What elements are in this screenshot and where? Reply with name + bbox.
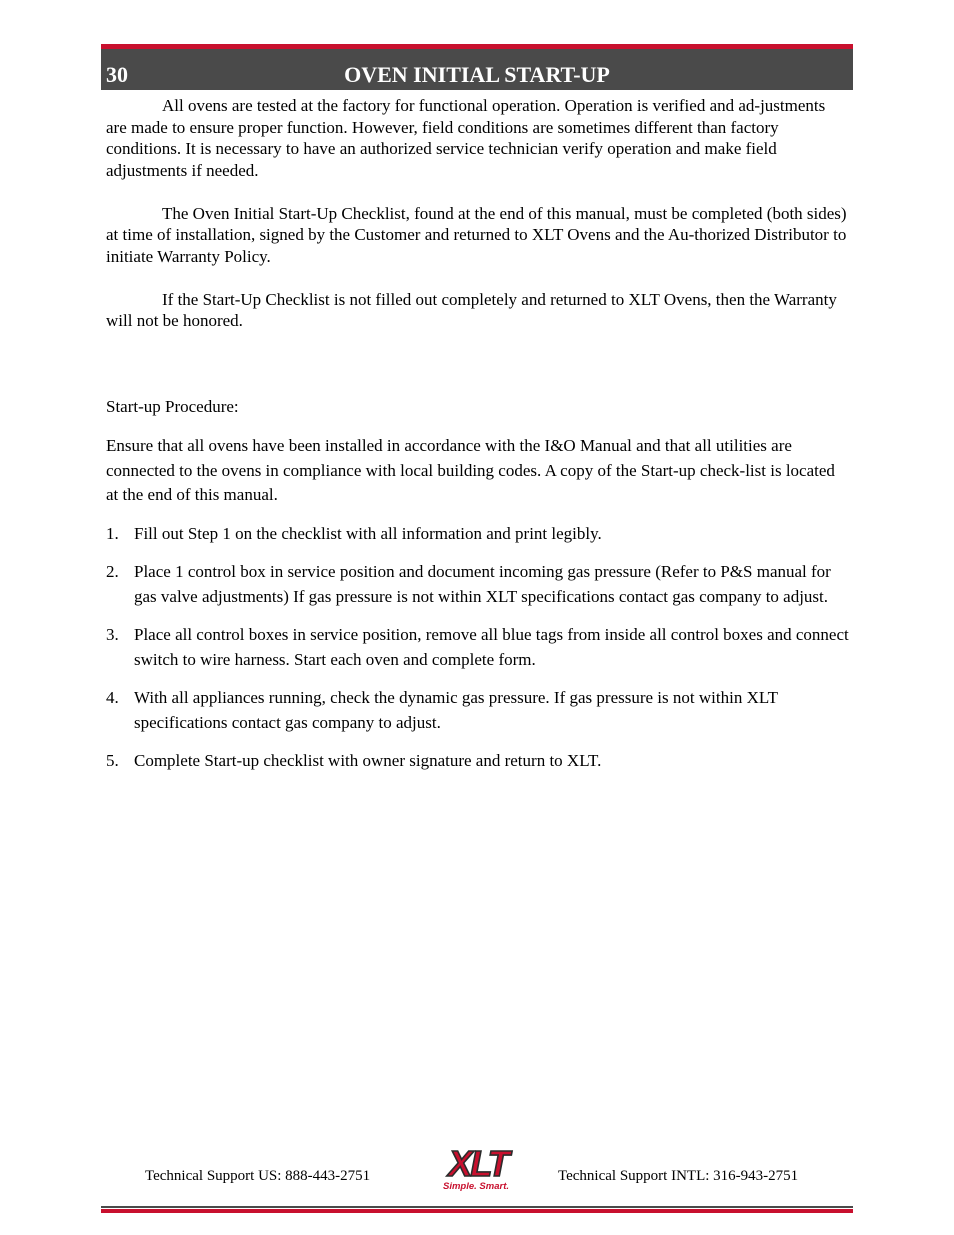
procedure-heading: Start-up Procedure:: [106, 396, 239, 416]
procedure-step: [106, 686, 850, 735]
procedure-step: [106, 749, 850, 774]
step-text: Place 1 control box in service position and document incoming gas pressure (Refer to P&S manual for gas valve adjustments) If gas pressure is not within XLT specifications contact gas company to adjust.: [134, 562, 831, 606]
logo-tagline: Simple. Smart.: [443, 1181, 509, 1192]
procedure-steps: [106, 522, 850, 774]
intro-paragraph-1: All ovens are tested at the factory for functional operation. Operation is verified and ad-justments are made to ensure proper function. However, field conditions are sometimes different than factory conditions. It is necessary to have an authorized service technician verify operation and make field adjustments if needed.: [106, 96, 826, 180]
page-number: 30: [106, 62, 128, 87]
intro-paragraph-2: The Oven Initial Start-Up Checklist, found at the end of this manual, must be completed (both sides) at time of installation, signed by the Customer and returned to XLT Ovens and the Au-thorized Distributor to initiate Warranty Policy.: [106, 203, 847, 266]
xlt-logo: [426, 1141, 530, 1193]
intro-paragraph-3: If the Start-Up Checklist is not filled out completely and returned to XLT Ovens, then the Warranty will not be honored.: [106, 289, 837, 330]
procedure-intro: Ensure that all ovens have been installed in accordance with the I&O Manual and that all utilities are connected to the ovens in compliance with local building codes. A copy of the Start-up check-list is located at the end of this manual.: [106, 436, 835, 504]
procedure-step: [106, 560, 850, 609]
step-text: With all appliances running, check the dynamic gas pressure. If gas pressure is not within XLT specifications contact gas company to adjust.: [134, 688, 778, 732]
step-number: 1.: [106, 523, 119, 543]
footer-divider: [101, 1206, 853, 1213]
step-text: Fill out Step 1 on the checklist with all information and print legibly.: [134, 523, 602, 543]
support-us: Technical Support US: 888-443-2751: [145, 1168, 371, 1184]
procedure-step: [106, 623, 850, 672]
support-intl: Technical Support INTL: 316-943-2751: [558, 1168, 799, 1184]
step-number: 4.: [106, 688, 119, 707]
page-title: OVEN INITIAL START-UP: [344, 62, 610, 87]
step-text: Complete Start-up checklist with owner signature and return to XLT.: [134, 751, 602, 770]
page-body: [106, 95, 850, 788]
step-text: Place all control boxes in service position, remove all blue tags from inside all control boxes and connect switch to wire harness. Start each oven and complete form.: [134, 625, 849, 669]
logo-wordmark: XLT: [448, 1143, 508, 1184]
step-number: 5.: [106, 751, 119, 770]
page-header: [101, 44, 853, 90]
procedure-step: [106, 522, 850, 547]
step-number: 3.: [106, 625, 119, 644]
step-number: 2.: [106, 562, 119, 581]
